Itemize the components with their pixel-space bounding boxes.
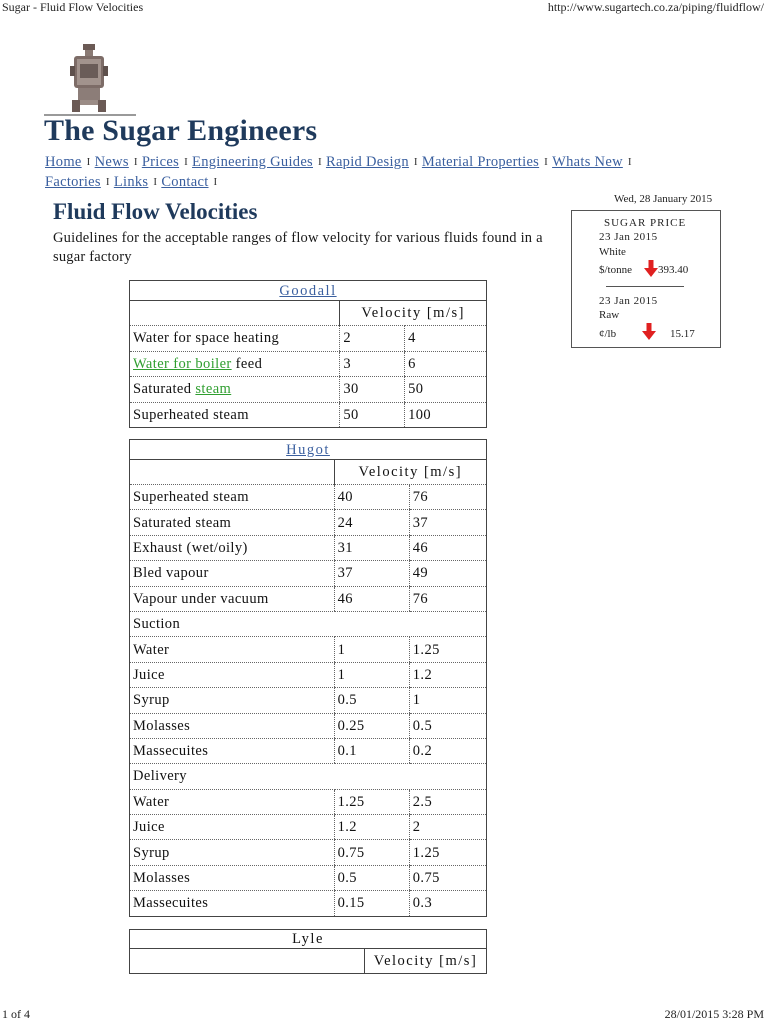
velocity-max: 0.2 (409, 738, 486, 763)
raw-price-unit: ¢/lb (599, 328, 617, 340)
velocity-min: 46 (334, 586, 409, 611)
row-label: Superheated steam (130, 485, 335, 510)
velocity-max: 76 (409, 485, 486, 510)
table-row (130, 815, 487, 840)
velocity-min: 31 (334, 535, 409, 560)
row-label (130, 351, 340, 377)
table-row (130, 351, 487, 377)
table-row (130, 377, 487, 403)
nav-separator: I (318, 156, 322, 168)
row-label: Water (130, 789, 335, 814)
header-blank (130, 949, 365, 974)
print-datetime: 28/01/2015 3:28 PM (664, 1007, 764, 1021)
delivery-section-label: Delivery (130, 764, 487, 789)
section-row (130, 764, 487, 789)
table-row (130, 662, 487, 687)
velocity-max: 76 (409, 586, 486, 611)
table-row (130, 485, 487, 510)
price-box-title: SUGAR PRICE (604, 217, 687, 229)
header-blank (130, 460, 335, 485)
nav-links[interactable]: Links (113, 174, 149, 190)
page-intro: Guidelines for the acceptable ranges of flow velocity for various fluids found in a sugar factory (53, 230, 543, 265)
raw-price-value: 15.17 (670, 328, 695, 340)
lyle-table (129, 929, 487, 974)
table-row (130, 789, 487, 814)
row-label: Bled vapour (130, 561, 335, 586)
row-label: Water for space heating (130, 326, 340, 352)
velocity-header: Velocity [m/s] (365, 949, 487, 974)
price-divider (606, 286, 684, 287)
white-price-type: White (599, 246, 626, 258)
velocity-min: 0.1 (334, 738, 409, 763)
nav-separator: I (627, 156, 632, 168)
velocity-max: 1.25 (409, 840, 486, 865)
main-navigation (45, 153, 695, 193)
white-price-date: 23 Jan 2015 (599, 231, 658, 243)
velocity-max: 0.75 (409, 865, 486, 890)
down-arrow-icon (644, 260, 658, 277)
row-label: Massecuites (130, 738, 335, 763)
velocity-max: 50 (405, 377, 487, 403)
nav-contact[interactable]: Contact (161, 174, 209, 190)
nav-separator: I (413, 156, 418, 168)
velocity-min: 40 (334, 485, 409, 510)
table-row (130, 535, 487, 560)
nav-separator: I (86, 156, 91, 168)
velocity-min: 30 (340, 377, 405, 403)
nav-separator: I (153, 176, 158, 188)
velocity-max: 46 (409, 535, 486, 560)
hugot-caption-link[interactable]: Hugot (286, 441, 330, 458)
velocity-min: 1 (334, 662, 409, 687)
row-label: Syrup (130, 840, 335, 865)
row-label: Molasses (130, 713, 335, 738)
table-row (130, 510, 487, 535)
velocity-min: 1 (334, 637, 409, 662)
nav-separator: I (213, 176, 218, 188)
row-label: Juice (130, 662, 335, 687)
table-row (130, 326, 487, 352)
velocity-max: 2.5 (409, 789, 486, 814)
velocity-max: 0.5 (409, 713, 486, 738)
table-row (130, 840, 487, 865)
current-date: Wed, 28 January 2015 (614, 193, 713, 205)
goodall-table (129, 280, 487, 428)
table-row (130, 738, 487, 763)
row-label: Water (130, 637, 335, 662)
row-label: Exhaust (wet/oily) (130, 535, 335, 560)
row-label: Syrup (130, 688, 335, 713)
row-label: Juice (130, 815, 335, 840)
nav-home[interactable]: Home (45, 154, 82, 170)
nav-rapid-design[interactable]: Rapid Design (325, 154, 409, 170)
velocity-max: 4 (405, 326, 487, 352)
velocity-max: 1 (409, 688, 486, 713)
nav-separator: I (184, 156, 189, 168)
header-blank (130, 301, 340, 326)
goodall-caption-cell (130, 281, 487, 301)
nav-engineering-guides[interactable]: Engineering Guides (192, 154, 313, 170)
print-page-title: Sugar - Fluid Flow Velocities (2, 0, 144, 14)
print-page-number: 1 of 4 (2, 1007, 30, 1021)
row-label: Massecuites (130, 891, 335, 916)
nav-whats-new[interactable]: Whats New (552, 154, 623, 170)
down-arrow-icon (642, 323, 656, 340)
sugar-mill-machine-icon[interactable] (66, 44, 112, 114)
velocity-max: 100 (405, 402, 487, 428)
velocity-max: 0.3 (409, 891, 486, 916)
velocity-max: 49 (409, 561, 486, 586)
nav-material-properties[interactable]: Material Properties (421, 154, 540, 170)
velocity-min: 24 (334, 510, 409, 535)
velocity-max: 37 (409, 510, 486, 535)
row-label-text: Saturated (133, 381, 196, 398)
velocity-min: 0.5 (334, 865, 409, 890)
row-label: Molasses (130, 865, 335, 890)
velocity-max: 1.25 (409, 637, 486, 662)
sugar-price-box[interactable] (571, 210, 721, 348)
table-row (130, 637, 487, 662)
nav-factories[interactable]: Factories (45, 174, 101, 190)
velocity-min: 3 (340, 351, 405, 377)
nav-separator: I (133, 156, 138, 168)
row-label: Superheated steam (130, 402, 340, 428)
table-row (130, 865, 487, 890)
table-row (130, 891, 487, 916)
velocity-min: 1.25 (334, 789, 409, 814)
table-row (130, 688, 487, 713)
velocity-min: 37 (334, 561, 409, 586)
suction-section-label: Suction (130, 611, 487, 636)
nav-separator: I (544, 156, 549, 168)
steam-link[interactable]: steam (195, 381, 232, 398)
velocity-min: 1.2 (334, 815, 409, 840)
raw-price-date: 23 Jan 2015 (599, 295, 658, 307)
goodall-caption-link[interactable]: Goodall (279, 282, 337, 299)
row-label: Saturated steam (130, 510, 335, 535)
table-row (130, 713, 487, 738)
row-label-text: feed (231, 355, 263, 372)
white-price-value: 393.40 (658, 264, 689, 276)
raw-price-type: Raw (599, 309, 620, 321)
velocity-header: Velocity [m/s] (334, 460, 486, 485)
velocity-min: 2 (340, 326, 405, 352)
velocity-min: 0.25 (334, 713, 409, 738)
hugot-caption-cell (130, 440, 487, 460)
hugot-table (129, 439, 487, 917)
page-title: Fluid Flow Velocities (53, 199, 258, 224)
row-label: Vapour under vacuum (130, 586, 335, 611)
table-row (130, 402, 487, 428)
lyle-caption: Lyle (292, 931, 324, 947)
white-price-unit: $/tonne (599, 264, 632, 276)
table-row (130, 586, 487, 611)
print-url: http://www.sugartech.co.za/piping/fluidflow/ (547, 0, 764, 14)
velocity-max: 2 (409, 815, 486, 840)
velocity-max: 1.2 (409, 662, 486, 687)
velocity-min: 0.15 (334, 891, 409, 916)
site-title[interactable]: The Sugar Engineers (44, 114, 318, 147)
boiler-water-link[interactable]: Water for boiler (133, 355, 232, 372)
nav-separator: I (105, 176, 110, 188)
lyle-caption-cell (130, 930, 487, 949)
velocity-max: 6 (405, 351, 487, 377)
row-label (130, 377, 340, 403)
section-row (130, 611, 487, 636)
velocity-min: 0.5 (334, 688, 409, 713)
nav-news[interactable]: News (94, 154, 129, 170)
velocity-header: Velocity [m/s] (340, 301, 487, 326)
velocity-min: 50 (340, 402, 405, 428)
table-row (130, 561, 487, 586)
velocity-min: 0.75 (334, 840, 409, 865)
nav-prices[interactable]: Prices (141, 154, 180, 170)
